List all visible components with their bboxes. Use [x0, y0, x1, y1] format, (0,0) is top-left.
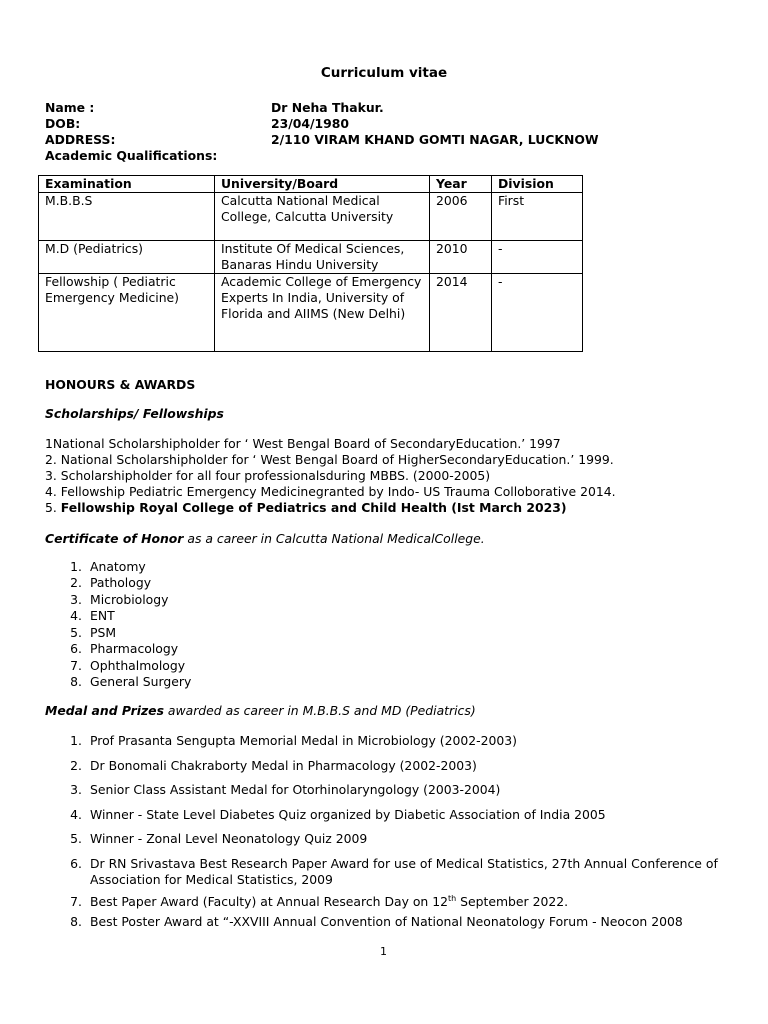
- division-cell: -: [492, 241, 583, 274]
- page-number: 1: [380, 945, 387, 958]
- ordinal-suffix: th: [448, 893, 457, 903]
- university-cell: Institute Of Medical Sciences, Banaras Hindu University: [215, 241, 430, 274]
- column-header: Year: [430, 176, 492, 193]
- medals-subtitle: awarded as career in M.B.B.S and MD (Pediatrics): [163, 703, 476, 718]
- list-number: 3.: [70, 782, 82, 797]
- university-cell: Calcutta National Medical College, Calcutta University: [215, 193, 430, 241]
- medal-item: Dr RN Srivastava Best Research Paper Award for use of Medical Statistics, 27th Annual Conference of Association for Medical Statistics, 2009: [90, 856, 718, 887]
- list-number: 4.: [70, 608, 82, 623]
- list-number: 4.: [70, 807, 82, 822]
- list-number: 6.: [70, 856, 82, 871]
- medal-item: Senior Class Assistant Medal for Otorhinolaryngology (2003-2004): [90, 782, 501, 797]
- table-header-row: [39, 176, 583, 193]
- medal-item: Dr Bonomali Chakraborty Medal in Pharmacology (2002-2003): [90, 758, 477, 773]
- dob-label: DOB:: [45, 116, 81, 131]
- scholarship-number: 5.: [45, 500, 61, 515]
- scholarship-item: 1National Scholarshipholder for ‘ West Bengal Board of SecondaryEducation.’ 1997: [45, 436, 561, 451]
- medals-heading: [45, 703, 476, 719]
- scholarship-item: [45, 500, 567, 516]
- page-title: Curriculum vitae: [320, 65, 448, 81]
- list-number: 1.: [70, 733, 82, 748]
- list-item: General Surgery: [90, 674, 192, 689]
- medal-text: September 2022.: [456, 894, 569, 909]
- table-row: [39, 241, 583, 274]
- certificate-title: Certificate of Honor: [45, 531, 184, 546]
- scholarship-item: 3. Scholarshipholder for all four professionalsduring MBBS. (2000-2005): [45, 468, 491, 483]
- list-number: 2.: [70, 575, 82, 590]
- certificate-heading: [45, 531, 485, 547]
- list-number: 8.: [70, 674, 82, 689]
- medal-item: Prof Prasanta Sengupta Memorial Medal in Microbiology (2002-2003): [90, 733, 517, 748]
- dob-value: 23/04/1980: [271, 116, 350, 131]
- qualifications-table: [38, 175, 583, 352]
- certificate-subtitle: as a career in Calcutta National MedicalCollege.: [183, 531, 485, 546]
- year-cell: 2014: [430, 274, 492, 352]
- column-header: Division: [492, 176, 583, 193]
- column-header: University/Board: [215, 176, 430, 193]
- university-cell: Academic College of Emergency Experts In India, University of Florida and AIIMS (New Delhi): [215, 274, 430, 352]
- scholarships-heading: Scholarships/ Fellowships: [45, 406, 224, 421]
- medal-text: Best Paper Award (Faculty) at Annual Research Day on 12: [90, 894, 448, 909]
- list-number: 1.: [70, 559, 82, 574]
- division-cell: -: [492, 274, 583, 352]
- list-number: 5.: [70, 625, 82, 640]
- name-value: Dr Neha Thakur.: [271, 100, 384, 115]
- year-cell: 2010: [430, 241, 492, 274]
- list-number: 7.: [70, 658, 82, 673]
- exam-cell: M.B.B.S: [39, 193, 215, 241]
- scholarship-item: 4. Fellowship Pediatric Emergency Medicinegranted by Indo- US Trauma Colloborative 2014.: [45, 484, 616, 499]
- list-number: 6.: [70, 641, 82, 656]
- honours-heading: HONOURS & AWARDS: [45, 377, 196, 392]
- scholarship-item: 2. National Scholarshipholder for ‘ West Bengal Board of HigherSecondaryEducation.’ 1999.: [45, 452, 614, 467]
- medals-title: Medal and Prizes: [45, 703, 164, 718]
- year-cell: 2006: [430, 193, 492, 241]
- list-item: Microbiology: [90, 592, 169, 607]
- list-item: Pharmacology: [90, 641, 179, 656]
- list-item: Pathology: [90, 575, 152, 590]
- list-item: Ophthalmology: [90, 658, 186, 673]
- list-item: ENT: [90, 608, 115, 623]
- list-item: Anatomy: [90, 559, 146, 574]
- address-value: 2/110 VIRAM KHAND GOMTI NAGAR, LUCKNOW: [271, 132, 599, 147]
- column-header: Examination: [39, 176, 215, 193]
- list-number: 2.: [70, 758, 82, 773]
- division-cell: First: [492, 193, 583, 241]
- list-item: PSM: [90, 625, 117, 640]
- medal-item: Winner - State Level Diabetes Quiz organized by Diabetic Association of India 2005: [90, 807, 606, 822]
- list-number: 5.: [70, 831, 82, 846]
- academic-qualifications-label: Academic Qualifications:: [45, 148, 218, 163]
- list-number: 3.: [70, 592, 82, 607]
- list-number: 8.: [70, 914, 82, 929]
- name-label: Name :: [45, 100, 95, 115]
- scholarship-bold-text: Fellowship Royal College of Pediatrics and Child Health (Ist March 2023): [60, 500, 567, 515]
- list-number: 7.: [70, 894, 82, 909]
- medal-item: Best Poster Award at “-XXVIII Annual Convention of National Neonatology Forum - Neocon 2008: [90, 914, 683, 929]
- exam-cell: M.D (Pediatrics): [39, 241, 215, 274]
- address-label: ADDRESS:: [45, 132, 116, 147]
- table-row: [39, 274, 583, 352]
- table-row: [39, 193, 583, 241]
- medal-item: Winner - Zonal Level Neonatology Quiz 2009: [90, 831, 368, 846]
- medal-item: [90, 894, 568, 910]
- exam-cell: Fellowship ( Pediatric Emergency Medicine): [39, 274, 215, 352]
